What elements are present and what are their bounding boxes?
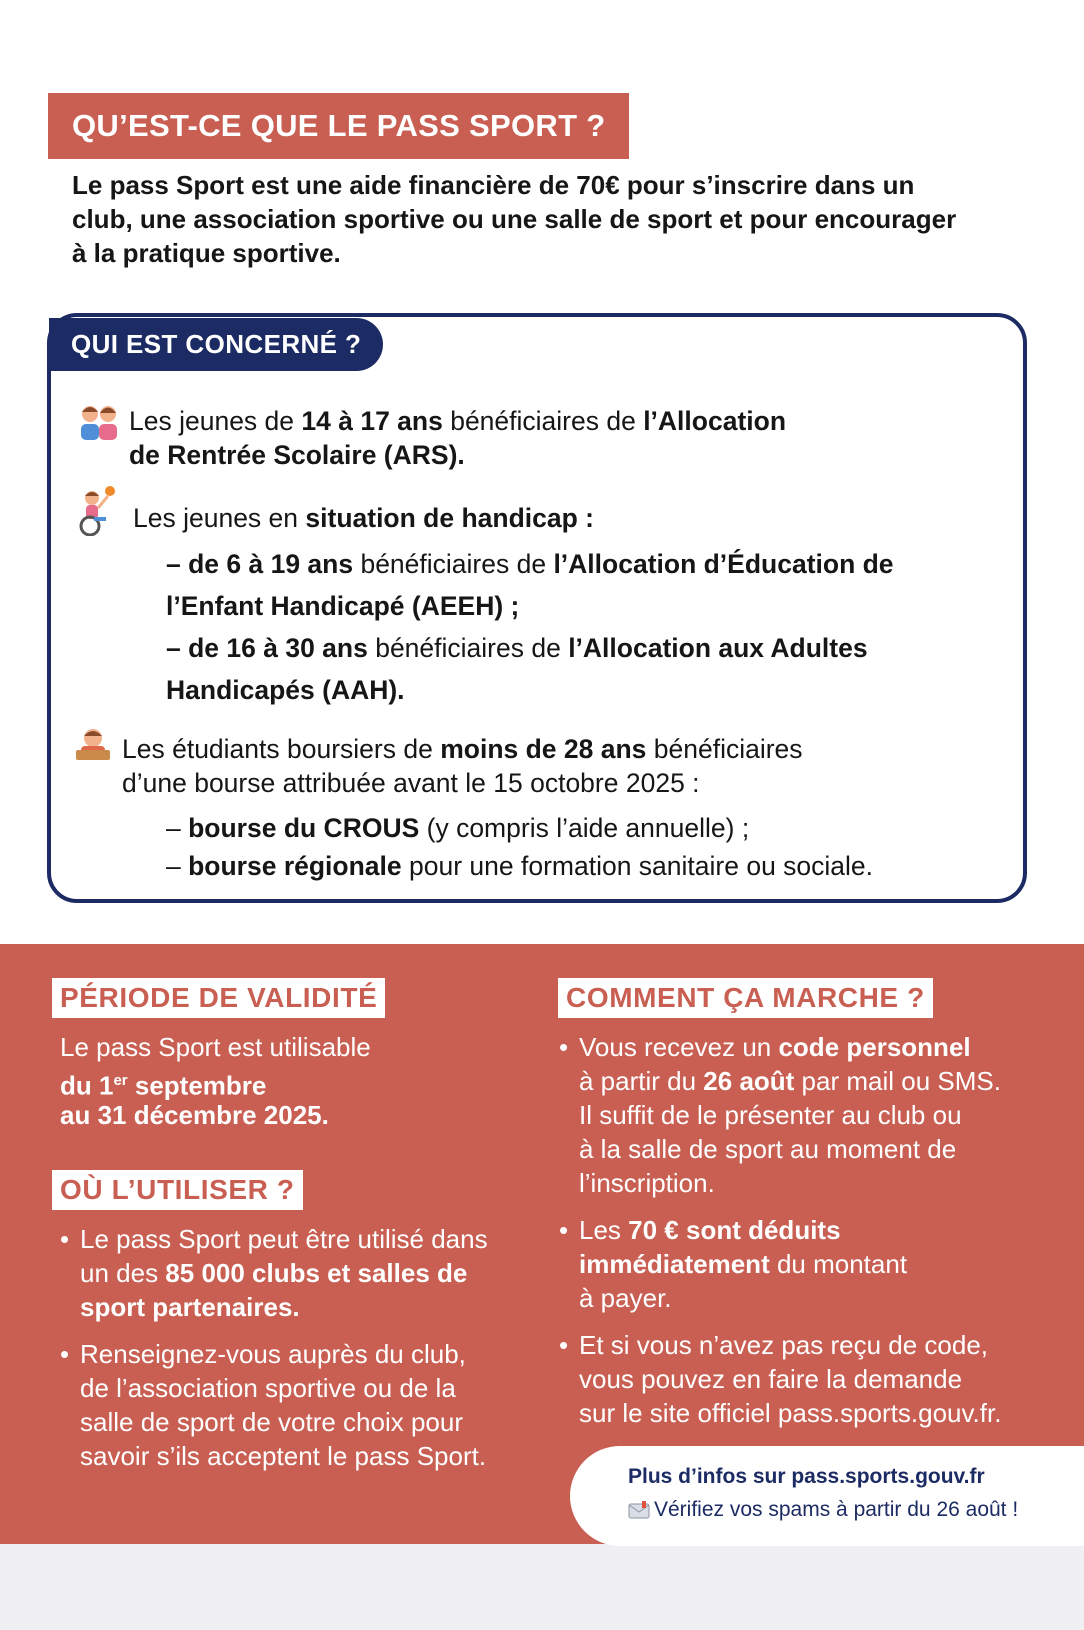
group3-l4-b: bourse régionale: [188, 851, 402, 881]
validity-sept: septembre: [127, 1070, 267, 1101]
group2-l3-b2: l’Allocation aux Adultes: [568, 633, 868, 663]
how-b1-l2-t2: par mail ou SMS.: [794, 1066, 1001, 1096]
how-b1-l2-t1: à partir du: [579, 1066, 704, 1096]
validity-line1: Le pass Sport est utilisable: [60, 1032, 371, 1062]
group3-l4-t1: –: [166, 851, 189, 881]
student-reading-icon: [72, 726, 114, 766]
where-bullet1-l1: • Le pass Sport peut être utilisé dans: [60, 1224, 488, 1254]
group1-t1: Les jeunes de: [129, 406, 302, 436]
group3-l3-t1: –: [166, 813, 189, 843]
group3-l3-t2: (y compris l’aide annuelle) ;: [419, 813, 750, 843]
how-b1-l2-b: 26 août: [703, 1066, 795, 1096]
group2-l3-t1: bénéficiaires de: [367, 633, 569, 663]
validity-sup: er: [113, 1072, 128, 1089]
group2-line2: [166, 544, 894, 585]
how-b1-l4: à la salle de sport au moment de: [579, 1134, 957, 1164]
group2-l1-b2: l’Allocation d’Éducation de: [553, 549, 894, 579]
how-b3-l2: vous pouvez en faire la demande: [579, 1364, 963, 1394]
how-b2-l2-t: du montant: [769, 1249, 908, 1279]
how-b1-l3: Il suffit de le présenter au club ou: [579, 1100, 962, 1130]
how-b2-l1-b: 70 € sont déduits: [628, 1215, 841, 1245]
where-b1-l2-t: un des: [80, 1258, 166, 1288]
how-b3-l1-text: Et si vous n’avez pas reçu de code,: [579, 1330, 989, 1360]
where-b2-l1-text: Renseignez-vous auprès du club,: [80, 1339, 466, 1369]
how-b1-l1: • Vous recevez un code personnel: [559, 1032, 971, 1062]
group2-line4: [166, 628, 868, 669]
how-b3-l3: sur le site officiel pass.sports.gouv.fr.: [579, 1398, 1002, 1428]
how-title: COMMENT ÇA MARCHE ?: [558, 978, 933, 1018]
group3-l3-b: bourse du CROUS: [188, 813, 420, 843]
where-bullet1-l3: sport partenaires.: [80, 1292, 300, 1322]
group3-line2: d’une bourse attribuée avant le 15 octobre 2025 :: [122, 768, 700, 798]
info-spam-note: [628, 1496, 1018, 1524]
group2-line5: Handicapés (AAH).: [166, 675, 405, 705]
how-b1-l1-t: Vous recevez un: [579, 1032, 779, 1062]
wheelchair-athlete-icon: [76, 486, 120, 536]
group1-b2: l’Allocation: [643, 406, 787, 436]
how-b3-l1: • Et si vous n’avez pas reçu de code,: [559, 1330, 989, 1360]
group2-line1: [133, 501, 594, 535]
where-b1-l1-text: Le pass Sport peut être utilisé dans: [80, 1224, 488, 1254]
group2-line3: l’Enfant Handicapé (AEEH) ;: [166, 591, 520, 621]
section-title-what: QU’EST-CE QUE LE PASS SPORT ?: [48, 93, 629, 159]
group2-t1: Les jeunes en: [133, 503, 306, 533]
section-title-who: QUI EST CONCERNÉ ?: [49, 318, 383, 371]
validity-line3: au 31 décembre 2025.: [60, 1100, 329, 1130]
group2-l3-b1: – de 16 à 30 ans: [166, 633, 368, 663]
where-bullet1-l2: [58, 1256, 467, 1290]
group1-t2: bénéficiaires de: [442, 406, 644, 436]
two-children-icon: [78, 402, 120, 444]
where-bullet2-l4: savoir s’ils acceptent le pass Sport.: [80, 1441, 487, 1471]
how-b1-l1-b: code personnel: [778, 1032, 971, 1062]
how-b1-l2: [557, 1064, 1001, 1098]
envelope-icon: [628, 1501, 650, 1519]
where-bullet2-l3: salle de sport de votre choix pour: [80, 1407, 463, 1437]
group1-line2: de Rentrée Scolaire (ARS).: [129, 440, 465, 470]
validity-du: du 1: [60, 1070, 114, 1101]
where-title: OÙ L’UTILISER ?: [52, 1170, 303, 1210]
how-b2-l2-b: immédiatement: [579, 1249, 770, 1279]
validity-line2: [60, 1064, 266, 1103]
group2-l1-b1: – de 6 à 19 ans: [166, 549, 354, 579]
group2-l1-t1: bénéficiaires de: [353, 549, 554, 579]
where-b1-l2-b: 85 000 clubs et salles de: [165, 1258, 468, 1288]
group3-b1: moins de 28 ans: [440, 734, 647, 764]
bottom-band: [0, 1544, 1084, 1630]
validity-title: PÉRIODE DE VALIDITÉ: [52, 978, 385, 1018]
where-bullet2-l1: • Renseignez-vous auprès du club,: [60, 1339, 466, 1369]
group3-t1: Les étudiants boursiers de: [122, 734, 441, 764]
info-link[interactable]: Plus d’infos sur pass.sports.gouv.fr: [628, 1465, 985, 1488]
group1-b1: 14 à 17 ans: [301, 406, 443, 436]
group3-line4: [166, 849, 873, 883]
how-b2-l3: à payer.: [579, 1283, 672, 1313]
info-spam-text: Vérifiez vos spams à partir du 26 août !: [654, 1498, 1019, 1521]
group3-l4-t2: pour une formation sanitaire ou sociale.: [401, 851, 874, 881]
how-b1-l5: l’inscription.: [579, 1168, 715, 1198]
how-b2-l1: • Les 70 € sont déduits: [559, 1215, 841, 1245]
group3-line3: [166, 811, 749, 845]
group3-t2: bénéficiaires: [646, 734, 803, 764]
group2-b1: situation de handicap :: [305, 503, 594, 533]
where-bullet2-l2: de l’association sportive ou de la: [80, 1373, 456, 1403]
group1-line1: [129, 404, 786, 438]
how-b2-l1-t: Les: [579, 1215, 629, 1245]
how-b2-l2: [557, 1247, 907, 1281]
intro-text: Le pass Sport est une aide financière de 70€ pour s’inscrire dans un club, une association sportive ou une salle de sport et pour encourager à la pratique sportive.: [72, 170, 957, 268]
group3-line1: [122, 732, 803, 766]
